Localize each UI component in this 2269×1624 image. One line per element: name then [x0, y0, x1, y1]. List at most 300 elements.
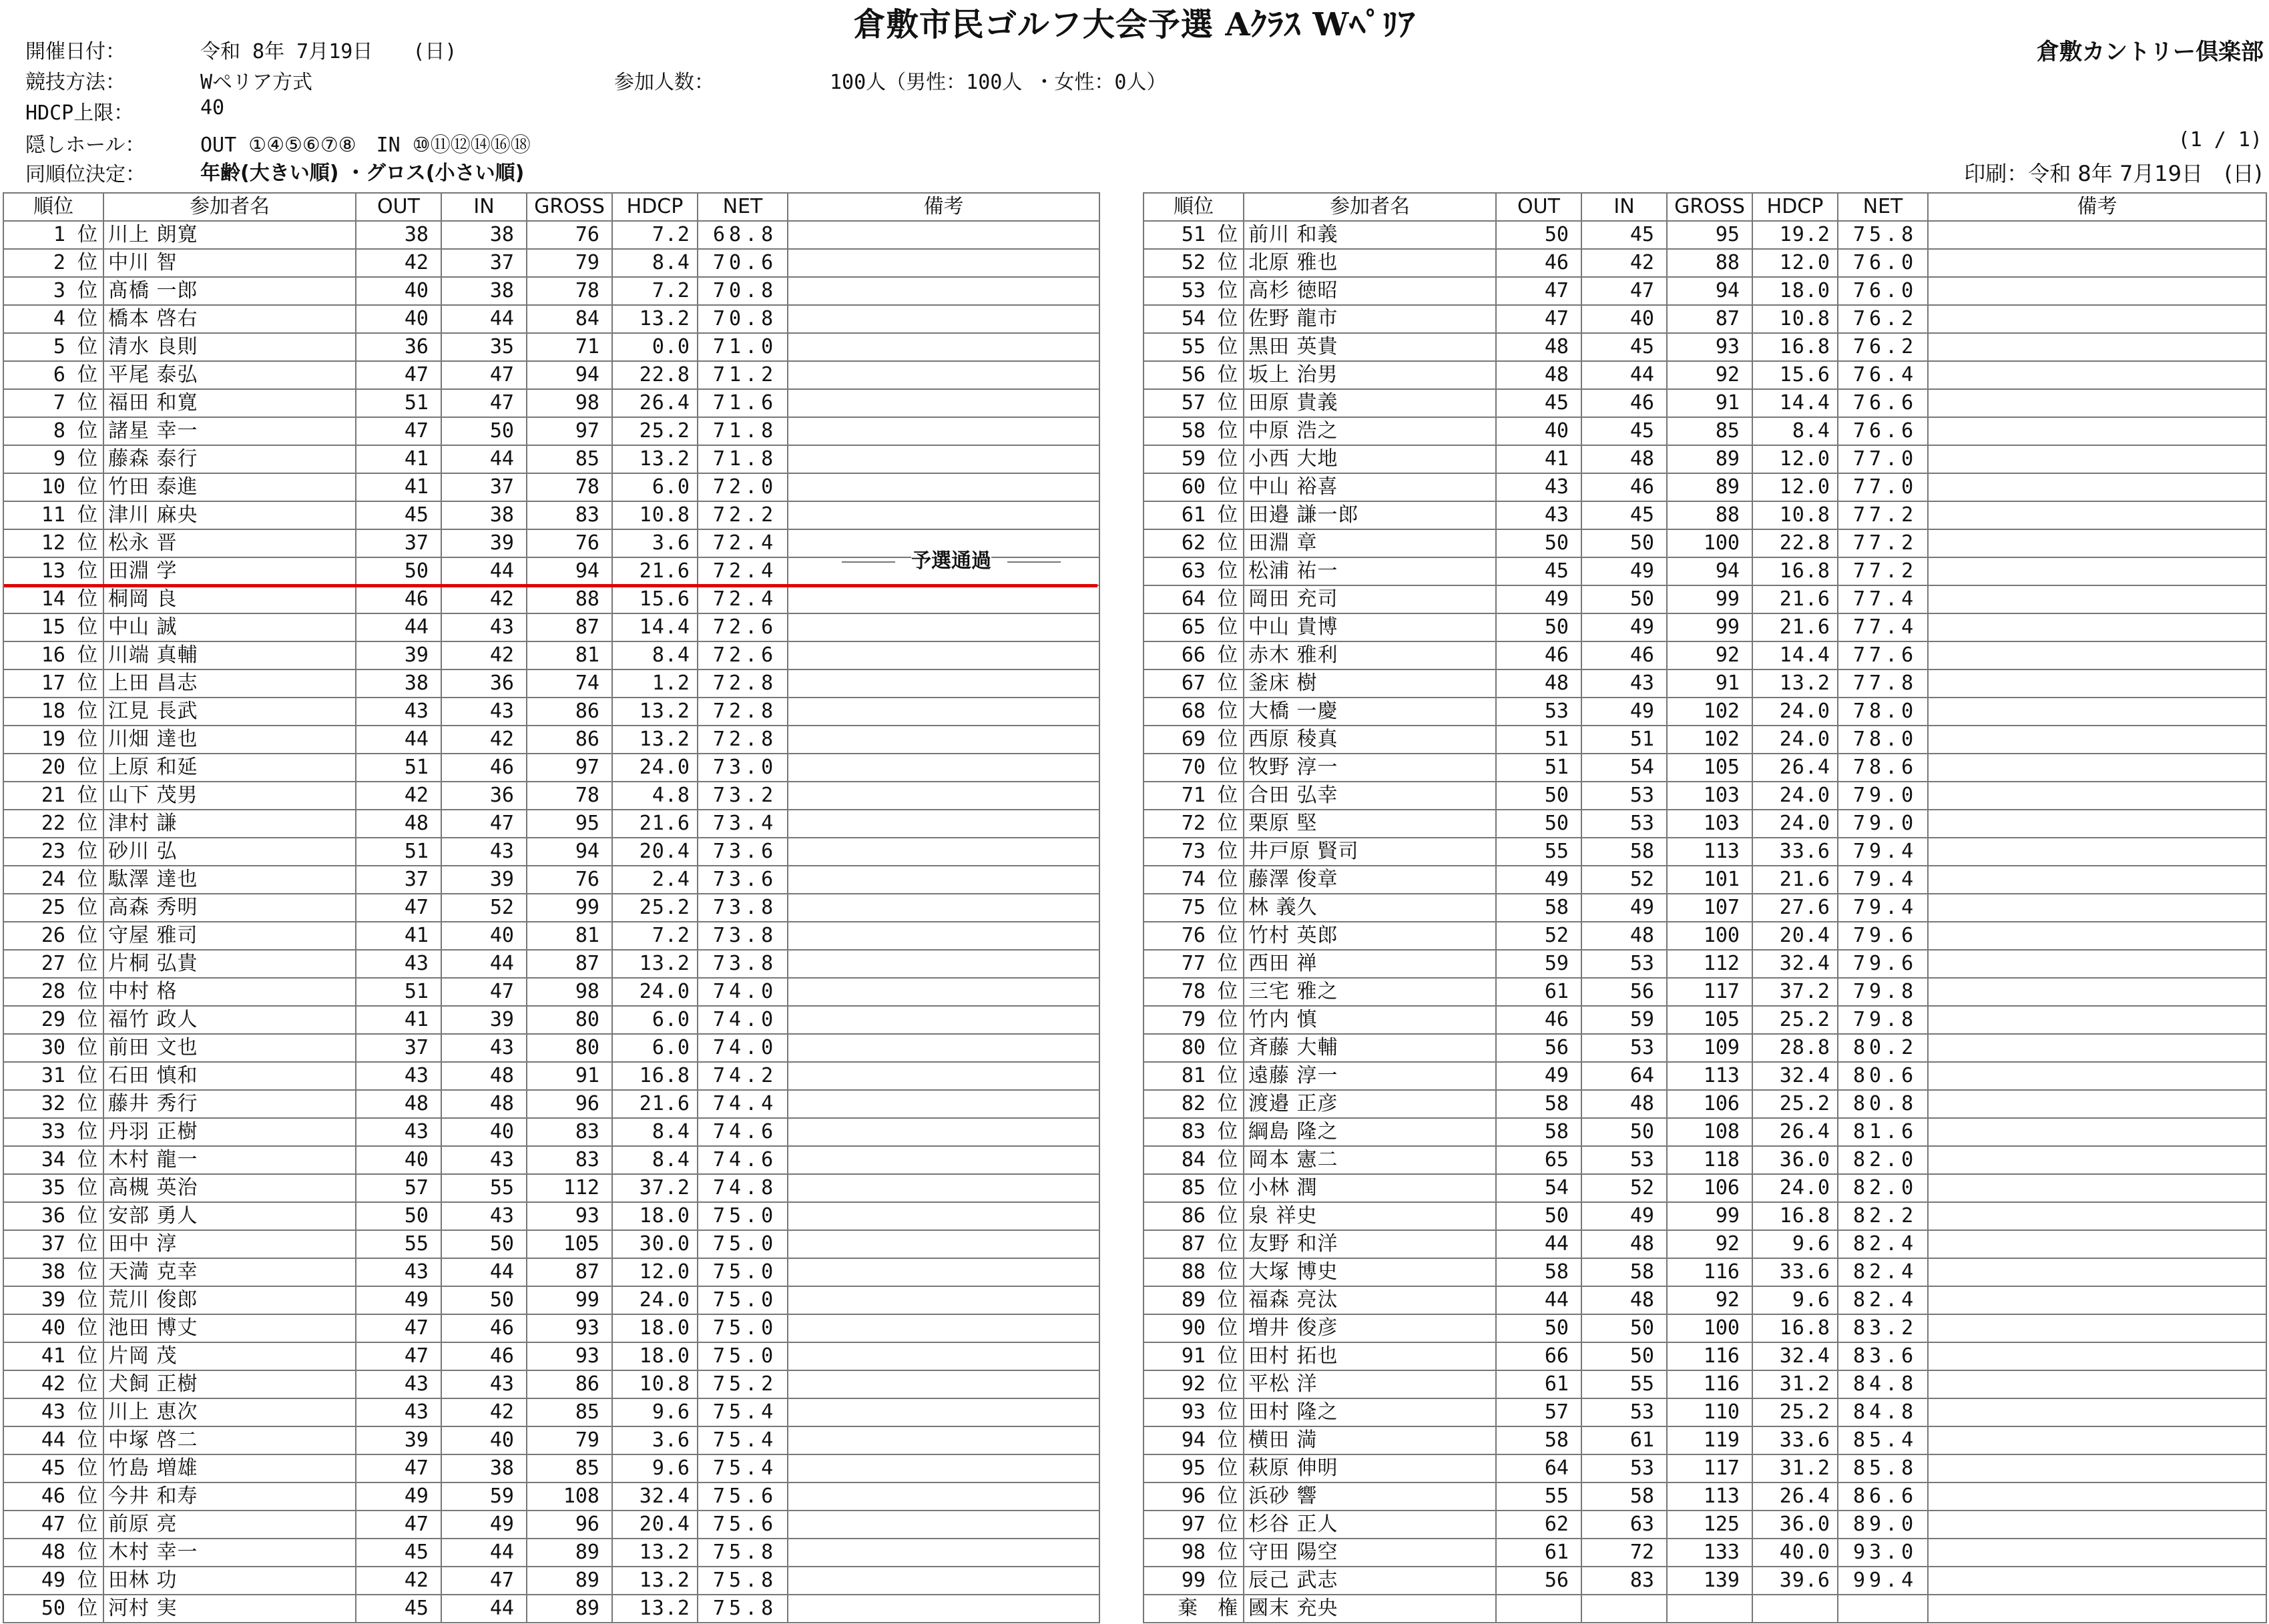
in-cell: 48: [441, 1062, 527, 1090]
club-name: 倉敷カントリー倶楽部: [2037, 39, 2264, 65]
out-cell: 42: [356, 249, 441, 277]
rank-cell: 30 位: [3, 1034, 103, 1062]
hdcp-cell: 24.0: [612, 1286, 698, 1314]
rank-cell: 48 位: [3, 1539, 103, 1567]
out-cell: 49: [1496, 866, 1581, 894]
rank-cell: 75 位: [1144, 894, 1244, 922]
rank-cell: 11 位: [3, 501, 103, 529]
tie-break-value: 年齢(大きい順) ・グロス(小さい順): [200, 162, 525, 185]
table-row: [3, 1286, 1099, 1314]
participants-label: 参加人数：: [614, 71, 714, 94]
out-cell: 47: [356, 417, 441, 445]
name-cell: 守屋 雅司: [103, 922, 356, 950]
rank-cell: 棄 権: [1144, 1595, 1244, 1623]
out-cell: 44: [356, 613, 441, 641]
page-number: (1 / 1): [2178, 128, 2262, 152]
net-cell: 82.0: [1838, 1174, 1928, 1202]
gross-cell: 76: [527, 529, 612, 557]
hdcp-cell: 8.4: [612, 1146, 698, 1174]
in-cell: 50: [441, 1230, 527, 1258]
table-row: [1144, 1539, 2266, 1567]
table-row: [1144, 501, 2266, 529]
hdcp-limit-label: HDCP上限：: [25, 101, 134, 125]
name-cell: 木村 龍一: [103, 1146, 356, 1174]
table-row: [3, 1090, 1099, 1118]
net-cell: 84.8: [1838, 1398, 1928, 1426]
rank-cell: 82 位: [1144, 1090, 1244, 1118]
hdcp-cell: 22.8: [1752, 529, 1838, 557]
gross-cell: 100: [1667, 922, 1752, 950]
remarks-cell: [1928, 333, 2266, 361]
net-cell: 75.0: [698, 1230, 788, 1258]
out-cell: 57: [356, 1174, 441, 1202]
rank-cell: 65 位: [1144, 613, 1244, 641]
remarks-cell: [788, 1258, 1099, 1286]
name-cell: 河村 実: [103, 1595, 356, 1623]
rank-cell: 17 位: [3, 669, 103, 698]
name-cell: 赤木 雅利: [1244, 641, 1496, 669]
gross-cell: 88: [527, 585, 612, 613]
out-cell: 58: [1496, 1118, 1581, 1146]
tie-break-label: 同順位決定：: [25, 163, 146, 186]
net-cell: 77.4: [1838, 585, 1928, 613]
name-cell: 渡邉 正彦: [1244, 1090, 1496, 1118]
hdcp-limit-value: 40: [200, 96, 225, 119]
name-cell: 北原 雅也: [1244, 249, 1496, 277]
hdcp-cell: 8.4: [612, 249, 698, 277]
net-cell: 73.6: [698, 866, 788, 894]
out-cell: 40: [356, 1146, 441, 1174]
out-cell: 41: [356, 922, 441, 950]
in-cell: 53: [1581, 1454, 1667, 1482]
net-cell: 73.2: [698, 782, 788, 810]
net-cell: 79.4: [1838, 838, 1928, 866]
gross-cell: 79: [527, 1426, 612, 1454]
table-row: [1144, 389, 2266, 417]
gross-cell: 105: [527, 1230, 612, 1258]
net-cell: 72.2: [698, 501, 788, 529]
in-cell: 37: [441, 473, 527, 501]
name-cell: 黒田 英貴: [1244, 333, 1496, 361]
out-cell: 41: [356, 1006, 441, 1034]
in-cell: 42: [1581, 249, 1667, 277]
remarks-header: 備考: [788, 193, 1099, 221]
out-cell: 56: [1496, 1034, 1581, 1062]
name-cell: 藤井 秀行: [103, 1090, 356, 1118]
net-cell: 74.0: [698, 978, 788, 1006]
table-row: [3, 221, 1099, 249]
gross-cell: 71: [527, 333, 612, 361]
remarks-cell: [1928, 1482, 2266, 1511]
remarks-cell: [1928, 1146, 2266, 1174]
table-row: [1144, 1258, 2266, 1286]
name-cell: 杉谷 正人: [1244, 1511, 1496, 1539]
hdcp-cell: 32.4: [1752, 950, 1838, 978]
in-cell: 36: [441, 782, 527, 810]
net-cell: 74.0: [698, 1006, 788, 1034]
hdcp-cell: 10.8: [1752, 501, 1838, 529]
gross-cell: 109: [1667, 1034, 1752, 1062]
out-cell: 51: [356, 754, 441, 782]
name-cell: 田原 貴義: [1244, 389, 1496, 417]
table-row: [3, 641, 1099, 669]
name-cell: 藤森 泰行: [103, 445, 356, 473]
net-cell: 72.4: [698, 529, 788, 557]
name-cell: 三宅 雅之: [1244, 978, 1496, 1006]
gross-cell: 97: [527, 754, 612, 782]
in-cell: 58: [1581, 1482, 1667, 1511]
name-cell: 田林 功: [103, 1567, 356, 1595]
net-cell: 72.6: [698, 613, 788, 641]
gross-cell: 99: [527, 1286, 612, 1314]
table-row: [3, 838, 1099, 866]
rank-cell: 85 位: [1144, 1174, 1244, 1202]
remarks-cell: [1928, 1174, 2266, 1202]
hdcp-cell: 13.2: [612, 1539, 698, 1567]
remarks-cell: [788, 1511, 1099, 1539]
gross-cell: 87: [527, 1258, 612, 1286]
table-row: [3, 1511, 1099, 1539]
rank-cell: 12 位: [3, 529, 103, 557]
in-cell: 52: [441, 894, 527, 922]
net-cell: 75.8: [698, 1595, 788, 1623]
table-row: [1144, 950, 2266, 978]
hdcp-cell: 14.4: [612, 613, 698, 641]
name-cell: 池田 博丈: [103, 1314, 356, 1342]
table-row: [1144, 277, 2266, 305]
hdcp-cell: 21.6: [612, 557, 698, 585]
out-cell: 43: [356, 950, 441, 978]
name-cell: 福竹 政人: [103, 1006, 356, 1034]
remarks-cell: [1928, 950, 2266, 978]
out-cell: 61: [1496, 978, 1581, 1006]
gross-cell: 107: [1667, 894, 1752, 922]
net-cell: 75.6: [698, 1511, 788, 1539]
hdcp-cell: 26.4: [1752, 754, 1838, 782]
hidden-holes-label: 隠しホール：: [25, 133, 146, 157]
net-cell: 80.8: [1838, 1090, 1928, 1118]
in-cell: 35: [441, 333, 527, 361]
out-cell: 65: [1496, 1146, 1581, 1174]
table-row: [3, 754, 1099, 782]
remarks-cell: [788, 810, 1099, 838]
remarks-cell: [788, 1230, 1099, 1258]
in-cell: 49: [1581, 613, 1667, 641]
in-cell: 46: [1581, 473, 1667, 501]
hdcp-cell: 26.4: [1752, 1118, 1838, 1146]
remarks-cell: [1928, 1006, 2266, 1034]
net-cell: 76.6: [1838, 417, 1928, 445]
hdcp-cell: 13.2: [612, 305, 698, 333]
hdcp-cell: 27.6: [1752, 894, 1838, 922]
name-cell: 遠藤 淳一: [1244, 1062, 1496, 1090]
name-cell: 綱島 隆之: [1244, 1118, 1496, 1146]
table-row: [1144, 1482, 2266, 1511]
remarks-cell: [788, 585, 1099, 613]
name-cell: 田邉 謙一郎: [1244, 501, 1496, 529]
rank-cell: 68 位: [1144, 698, 1244, 726]
table-row: [3, 894, 1099, 922]
in-cell: 46: [441, 754, 527, 782]
gross-cell: 119: [1667, 1426, 1752, 1454]
name-cell: 牧野 淳一: [1244, 754, 1496, 782]
net-cell: 73.6: [698, 838, 788, 866]
hdcp-cell: 20.4: [612, 838, 698, 866]
name-cell: 安部 勇人: [103, 1202, 356, 1230]
remarks-cell: [1928, 978, 2266, 1006]
net-cell: 77.2: [1838, 501, 1928, 529]
in-cell: 52: [1581, 866, 1667, 894]
out-cell: 47: [356, 361, 441, 389]
in-cell: 50: [1581, 1118, 1667, 1146]
gross-cell: 79: [527, 249, 612, 277]
gross-cell: 103: [1667, 810, 1752, 838]
name-cell: 川上 朗寛: [103, 221, 356, 249]
name-cell: 砂川 弘: [103, 838, 356, 866]
in-cell: 44: [441, 445, 527, 473]
remarks-cell: [788, 501, 1099, 529]
hdcp-cell: 33.6: [1752, 838, 1838, 866]
rank-cell: 86 位: [1144, 1202, 1244, 1230]
remarks-cell: [1928, 1342, 2266, 1370]
in-cell: 40: [441, 1118, 527, 1146]
gross-cell: 100: [1667, 529, 1752, 557]
hdcp-cell: 9.6: [612, 1454, 698, 1482]
gross-cell: 103: [1667, 782, 1752, 810]
name-cell: 大橋 一慶: [1244, 698, 1496, 726]
gross-cell: 91: [527, 1062, 612, 1090]
rank-cell: 33 位: [3, 1118, 103, 1146]
in-cell: 83: [1581, 1567, 1667, 1595]
name-cell: 上原 和延: [103, 754, 356, 782]
table-row: [3, 669, 1099, 698]
in-cell: 45: [1581, 221, 1667, 249]
net-cell: 74.0: [698, 1034, 788, 1062]
gross-cell: 92: [1667, 361, 1752, 389]
name-cell: 片岡 茂: [103, 1342, 356, 1370]
out-cell: 40: [356, 277, 441, 305]
in-cell: 53: [1581, 950, 1667, 978]
out-cell: 48: [356, 810, 441, 838]
out-cell: 50: [1496, 810, 1581, 838]
out-cell: 45: [356, 501, 441, 529]
remarks-cell: [1928, 1426, 2266, 1454]
gross-cell: 81: [527, 641, 612, 669]
rank-cell: 23 位: [3, 838, 103, 866]
in-cell: 58: [1581, 838, 1667, 866]
out-cell: 45: [356, 1539, 441, 1567]
gross-cell: 78: [527, 782, 612, 810]
name-cell: 林 義久: [1244, 894, 1496, 922]
out-cell: 43: [356, 698, 441, 726]
gross-cell: 97: [527, 417, 612, 445]
table-row: [1144, 1174, 2266, 1202]
name-cell: 今井 和寿: [103, 1482, 356, 1511]
table-row: [3, 501, 1099, 529]
net-cell: 75.4: [698, 1426, 788, 1454]
hdcp-cell: 10.8: [1752, 305, 1838, 333]
gross-cell: 76: [527, 221, 612, 249]
table-row: [3, 810, 1099, 838]
rank-cell: 81 位: [1144, 1062, 1244, 1090]
table-row: [1144, 978, 2266, 1006]
in-cell: 43: [441, 1146, 527, 1174]
name-cell: 福田 和寛: [103, 389, 356, 417]
in-cell: 45: [1581, 333, 1667, 361]
in-cell: 56: [1581, 978, 1667, 1006]
hdcp-cell: 24.0: [612, 754, 698, 782]
remarks-cell: [788, 641, 1099, 669]
gross-cell: 93: [527, 1342, 612, 1370]
net-cell: 76.0: [1838, 277, 1928, 305]
remarks-cell: [1928, 529, 2266, 557]
net-cell: 75.6: [698, 1482, 788, 1511]
table-row: [1144, 529, 2266, 557]
gross-cell: 85: [1667, 417, 1752, 445]
rank-cell: 60 位: [1144, 473, 1244, 501]
table-row: [1144, 361, 2266, 389]
rank-cell: 87 位: [1144, 1230, 1244, 1258]
rank-cell: 69 位: [1144, 726, 1244, 754]
net-cell: 72.6: [698, 641, 788, 669]
out-cell: 50: [1496, 613, 1581, 641]
net-cell: 72.4: [698, 557, 788, 585]
remarks-cell: [1928, 557, 2266, 585]
name-cell: 上田 昌志: [103, 669, 356, 698]
name-cell: 合田 弘幸: [1244, 782, 1496, 810]
gross-cell: 92: [1667, 1286, 1752, 1314]
name-cell: 前田 文也: [103, 1034, 356, 1062]
gross-cell: 85: [527, 445, 612, 473]
out-cell: 51: [356, 978, 441, 1006]
out-cell: 46: [1496, 1006, 1581, 1034]
in-cell: 49: [1581, 894, 1667, 922]
table-row: [1144, 1426, 2266, 1454]
rank-cell: 21 位: [3, 782, 103, 810]
rank-cell: 41 位: [3, 1342, 103, 1370]
out-cell: 43: [1496, 473, 1581, 501]
rank-cell: 96 位: [1144, 1482, 1244, 1511]
gross-cell: 83: [527, 1118, 612, 1146]
hdcp-cell: 16.8: [612, 1062, 698, 1090]
out-cell: 37: [356, 866, 441, 894]
remarks-cell: [788, 1370, 1099, 1398]
name-cell: 平尾 泰弘: [103, 361, 356, 389]
gross-cell: 89: [527, 1539, 612, 1567]
hdcp-cell: 25.2: [1752, 1090, 1838, 1118]
hdcp-cell: 16.8: [1752, 1202, 1838, 1230]
hdcp-cell: 31.2: [1752, 1370, 1838, 1398]
rank-cell: 57 位: [1144, 389, 1244, 417]
in-cell: 48: [1581, 1286, 1667, 1314]
in-header: IN: [1581, 193, 1667, 221]
net-cell: 75.4: [698, 1454, 788, 1482]
gross-cell: 89: [1667, 473, 1752, 501]
gross-cell: 102: [1667, 726, 1752, 754]
remarks-cell: [788, 249, 1099, 277]
table-row: [1144, 1034, 2266, 1062]
gross-cell: 86: [527, 698, 612, 726]
net-cell: 82.0: [1838, 1146, 1928, 1174]
net-header: NET: [1838, 193, 1928, 221]
net-cell: [1838, 1595, 1928, 1623]
net-cell: 79.8: [1838, 1006, 1928, 1034]
net-cell: 85.4: [1838, 1426, 1928, 1454]
net-cell: 76.2: [1838, 333, 1928, 361]
remarks-cell: [1928, 1595, 2266, 1623]
gross-header: GROSS: [527, 193, 612, 221]
name-cell: 犬飼 正樹: [103, 1370, 356, 1398]
remarks-cell: [1928, 641, 2266, 669]
net-cell: 76.2: [1838, 305, 1928, 333]
rank-header: 順位: [1144, 193, 1244, 221]
in-cell: 39: [441, 866, 527, 894]
in-cell: 39: [441, 1006, 527, 1034]
net-cell: 73.8: [698, 922, 788, 950]
hdcp-cell: 7.2: [612, 922, 698, 950]
remarks-cell: [1928, 1398, 2266, 1426]
net-cell: 85.8: [1838, 1454, 1928, 1482]
name-cell: 橋本 啓右: [103, 305, 356, 333]
table-row: [1144, 1286, 2266, 1314]
out-cell: 41: [356, 473, 441, 501]
in-cell: 50: [441, 417, 527, 445]
net-cell: 74.4: [698, 1090, 788, 1118]
hdcp-cell: 8.4: [612, 1118, 698, 1146]
table-row: [1144, 1454, 2266, 1482]
table-row: [3, 978, 1099, 1006]
remarks-cell: [1928, 1370, 2266, 1398]
out-cell: 46: [1496, 641, 1581, 669]
name-cell: 田中 淳: [103, 1230, 356, 1258]
out-cell: 47: [356, 1511, 441, 1539]
name-cell: 川上 恵次: [103, 1398, 356, 1426]
rank-cell: 94 位: [1144, 1426, 1244, 1454]
table-row: [1144, 1567, 2266, 1595]
name-cell: 斉藤 大輔: [1244, 1034, 1496, 1062]
out-cell: 57: [1496, 1398, 1581, 1426]
remarks-cell: [1928, 1454, 2266, 1482]
out-cell: 55: [356, 1230, 441, 1258]
in-cell: 47: [441, 978, 527, 1006]
rank-cell: 44 位: [3, 1426, 103, 1454]
hdcp-cell: 13.2: [612, 698, 698, 726]
hdcp-cell: 12.0: [612, 1258, 698, 1286]
out-cell: 50: [1496, 782, 1581, 810]
rank-cell: 89 位: [1144, 1286, 1244, 1314]
net-cell: 75.0: [698, 1314, 788, 1342]
remarks-cell: [788, 866, 1099, 894]
hdcp-cell: 10.8: [612, 1370, 698, 1398]
rank-cell: 97 位: [1144, 1511, 1244, 1539]
table-row: [1144, 754, 2266, 782]
hdcp-cell: 24.0: [612, 978, 698, 1006]
gross-cell: 99: [1667, 1202, 1752, 1230]
hdcp-cell: 21.6: [1752, 613, 1838, 641]
name-cell: 藤澤 俊章: [1244, 866, 1496, 894]
in-cell: 38: [441, 501, 527, 529]
table-row: [3, 417, 1099, 445]
remarks-cell: [1928, 894, 2266, 922]
out-cell: 64: [1496, 1454, 1581, 1482]
remarks-cell: [788, 473, 1099, 501]
gross-cell: 116: [1667, 1258, 1752, 1286]
gross-cell: 87: [1667, 305, 1752, 333]
in-cell: 44: [1581, 361, 1667, 389]
in-cell: 53: [1581, 810, 1667, 838]
name-cell: 西原 稜真: [1244, 726, 1496, 754]
net-cell: 75.4: [698, 1398, 788, 1426]
